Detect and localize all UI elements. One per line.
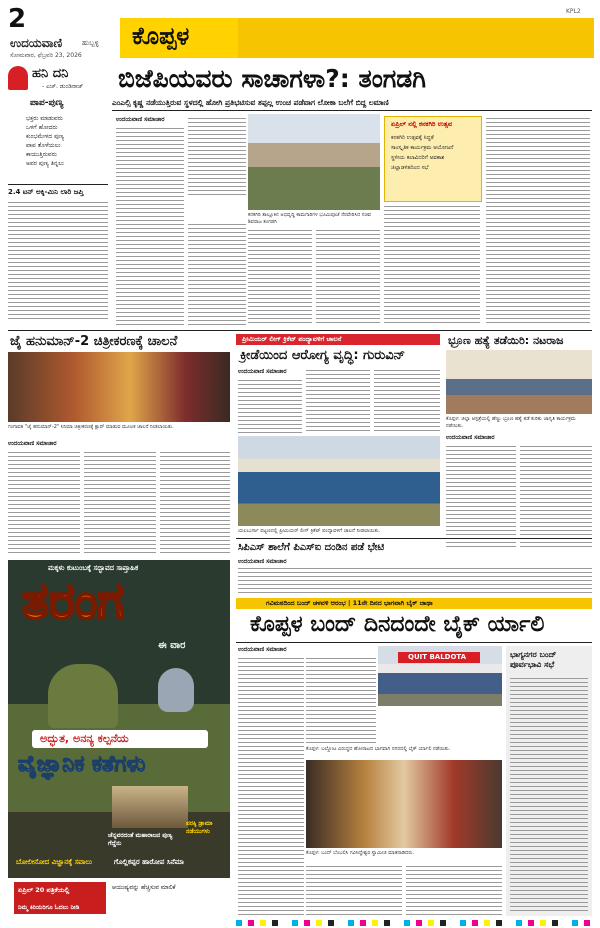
- ad-banner: ಅದ್ಭುತ, ಅನನ್ಯ ಕಲ್ಪನೆಯ: [40, 732, 129, 745]
- ad-footer-right: ಆಯುಷ್ಯವನ್ನು ಹೆಚ್ಚಿಸುವ ಮಾಲಿಕೆ: [112, 884, 176, 891]
- ad-brand-sub: ಈ ವಾರ: [158, 640, 186, 651]
- lead-body-col-3: [248, 228, 312, 326]
- cricket-body-2: [306, 368, 370, 434]
- lead-headline-bar: [112, 64, 592, 94]
- ad-side-text-4: ಪರಕ್ಕಿ ಡ್ರಾಮಾ ನಡೆಯುಗಳು: [186, 820, 213, 835]
- ad-side-text-2: ಬೋಲೀನೋದ ವಿಜ್ಞಾನಕ್ಕೆ ಸವಾಲು: [16, 858, 93, 866]
- print-registration-marks: [236, 920, 592, 926]
- poem-body: [26, 114, 108, 168]
- lead-byline: ಉದಯವಾಣಿ ಸಮಾಚಾರ: [116, 116, 165, 123]
- column-logo-icon: [8, 66, 28, 90]
- poem-line: ಕುಂಭಮೇಳದ ಪುಣ್ಯ: [26, 133, 65, 140]
- poem-line: ಅವರ ಪುಣ್ಯ ತಿನ್ನಲು: [26, 160, 64, 167]
- school-byline: ಉದಯವಾಣಿ ಸಮಾಚಾರ: [238, 558, 287, 565]
- lead-body-col-2b: [188, 222, 246, 326]
- bandh-sidebox-title: ಭಾಗ್ಯನಗರ ಬಂದ್ ಪೂರ್ವಭಾವಿ ಸಭೆ: [510, 650, 557, 669]
- cricket-headline: ಕ್ರೀಡೆಯಿಂದ ಆರೋಗ್ಯ ವೃದ್ಧಿ: ಗುರುವಿನ್: [240, 348, 406, 363]
- edition: ಹುಬ್ಬಳ್ಳಿ: [82, 39, 99, 47]
- poem-line: ಒಳಗೆ ಹೋದರು: [26, 124, 58, 131]
- box-points: [391, 133, 477, 173]
- ad-footer-left: ಏಪ್ರಿಲ್ 20 ಪತ್ರಿಕೆಯಲ್ಲಿ: [18, 886, 70, 894]
- ad-inset-photo: [112, 786, 188, 828]
- cricket-body-1: [238, 378, 302, 434]
- lead-body-col-5: [384, 204, 480, 326]
- poem-title: ಪಾಪ-ಪುಣ್ಯ: [30, 98, 64, 108]
- school-headline: ಸಿಪಿಎಸ್ ಶಾಲೆಗೆ ಪಿಎಸ್ಐ ದಂಡಿನ ಪಡೆ ಭೇಟಿ: [238, 542, 385, 553]
- divider: [236, 538, 592, 539]
- garbha-body-1: [446, 444, 516, 550]
- bandh-body-2: [306, 656, 376, 746]
- divider: [236, 642, 592, 643]
- page-code: KPL2: [566, 8, 581, 15]
- quit-baldota-text: QUIT BALDOTA: [408, 653, 467, 661]
- kanakagiri-box: [384, 116, 482, 202]
- divider: [112, 110, 592, 111]
- lead-body-col-6: [486, 116, 590, 326]
- divider: [8, 184, 108, 185]
- box-point: ಸಾಂಸ್ಕೃತಿಕ ಕಾರ್ಯಕ್ರಮ ಆಯೋಜನೆ: [391, 145, 454, 151]
- alien-figure-icon: [158, 668, 194, 712]
- hani-dani-column: [8, 66, 108, 182]
- bandh-body-1: [238, 656, 304, 916]
- poem-line: ಕಾಯುತ್ತಿರುವರು: [26, 151, 57, 158]
- lead-body-col-1: [116, 126, 184, 326]
- hanuman-headline: ಜೈ ಹನುಮಾನ್-2 ಚಿತ್ರೀಕರಣಕ್ಕೆ ಚಾಲನೆ: [10, 334, 178, 349]
- brief-headline: 2.4 ಟನ್ ಅಕ್ಕಿ-ಮಿನಿ ಲಾರಿ ಜಪ್ತಿ: [8, 188, 84, 196]
- brief-body: [8, 200, 108, 322]
- poem-line: ಭಕ್ತರು ಮಾಡುವರು: [26, 115, 63, 122]
- bandh-byline: ಉದಯವಾಣಿ ಸಮಾಚಾರ: [238, 646, 287, 653]
- bandh-body-4: [406, 864, 502, 916]
- issue-date: ಸೋಮವಾರ, ಫೆಬ್ರವರಿ 23, 2026: [10, 52, 82, 59]
- hanuman-photo: [8, 352, 230, 422]
- bandh-caption-2: ಕೊಪ್ಪಳ: ಬಂದ್ ಬೆಂಬಲಿಸಿ ಗವಿಸಿದ್ದೇಶ್ವರ ಸ್ವಾಮೀಜಿ ಮಾತನಾಡಿದರು.: [306, 850, 415, 856]
- soldier-figure-icon: [48, 664, 118, 728]
- school-body: [238, 566, 592, 594]
- box-point: ಕನಕಗಿರಿ ಉತ್ಸವಕ್ಕೆ ಸಿದ್ಧತೆ: [391, 135, 434, 141]
- garbha-photo: [446, 350, 592, 414]
- lead-photo-caption: ಕನಕಗಿರಿ ತಾಲ್ಲೂಕಿನ ಅಭಿವೃದ್ಧಿ ಕಾಮಗಾರಿಗಳ ಭೂಮಿಪೂಜೆ ನೆರವೇರಿಸಿದ ಸಚಿವ ಶಿವರಾಜ ತಂಗಡಗಿ: [248, 212, 372, 225]
- ad-top-line: ಮಕ್ಕಳು ಕುಟುಂಬಕ್ಕೆ ಸದ್ಭಾವದ ಸಾಪ್ತಾಹಿಕ: [48, 564, 139, 572]
- section-title: ಕೊಪ್ಪಳ: [132, 22, 190, 50]
- bandh-body-3: [306, 864, 402, 916]
- ad-side-text-1: ಚೆನ್ನವರದಂತೆ ಮಹಾರಾಜನ ಪುಣ್ಯ ಗೆದ್ದೆನು: [108, 832, 173, 847]
- lead-body-col-4: [316, 228, 380, 326]
- box-point: ಸ್ಥಳೀಯ ಕಲಾವಿದರಿಗೆ ಅವಕಾಶ: [391, 155, 445, 161]
- poem-line: ಪಾಪ ತೊಳೆಯಲು: [26, 142, 61, 149]
- cricket-kicker: ಪ್ರೀಮಿಯರ್ ಲೀಗ್ ಕ್ರಿಕೆಟ್ ಪಂದ್ಯಾವಳಿಗೆ ಚಾಲನೆ: [242, 335, 342, 343]
- bandh-headline: ಕೊಪ್ಪಳ ಬಂದ್ ದಿನದಂದೇ ಬೈಕ್ ರ್ಯಾಲಿ: [250, 612, 545, 637]
- garbha-body-2: [520, 444, 592, 550]
- box-point: ಜಿಲ್ಲಾಡಳಿತದಿಂದ ಸಭೆ: [391, 165, 429, 171]
- divider: [8, 330, 592, 331]
- column-title: ಹನಿ ದನಿ: [32, 66, 69, 81]
- column-author: - ಎಚ್. ಡುಂಡಿರಾಜ್: [42, 83, 84, 90]
- cricket-byline: ಉದಯವಾಣಿ ಸಮಾಚಾರ: [238, 368, 287, 375]
- lead-subheadline: ಎಂಎಲ್ಸಿ ಕೃಷ್ಣ ನಡೆಯುತ್ತಿರುವ ಸ್ಥಳದಲ್ಲಿ ಹೋಗಿ ಪ್ರತಿಭಟಿಸುವ ತಪ್ಪಲ್ಲ ಉಂಚ ಪಡೆವಾಗ ಲೋಕಾ ಬಲೆಗೆ ಬಿದ್ದ ಲಮಾಣಿ: [112, 98, 389, 107]
- lead-photo: [248, 114, 380, 210]
- garbha-caption: ಕೊಪ್ಪಳ: ಜಿಲ್ಲಾ ಆಸ್ಪತ್ರೆಯಲ್ಲಿ ಹೆಣ್ಣು ಭ್ರೂಣ ಹತ್ಯೆ ತಡೆ ಕುರಿತು ಜಾಗೃತಿ ಕಾರ್ಯಕ್ರಮ ನಡೆಯಿತು.: [446, 416, 576, 429]
- ad-footer-bottom: ನಿಮ್ಮ ಕಿರಿಯರಿಗೂ ಓದಲು ನೀಡಿ: [18, 904, 80, 911]
- masthead: [8, 4, 592, 59]
- box-title: ಏಪ್ರಿಲ್ ನಲ್ಲಿ ಕನಕಗಿರಿ ಉತ್ಸವ: [391, 120, 452, 128]
- paper-name: ಉದಯವಾಣಿ: [10, 36, 63, 50]
- cricket-caption: ಯಲಬುರ್ಗಾ ಪಟ್ಟಣದಲ್ಲಿ ಪ್ರೀಮಿಯರ್ ಲೀಗ್ ಕ್ರಿಕೆಟ್ ಪಂದ್ಯಾವಳಿಗೆ ಚಾಲನೆ ನೀಡಲಾಯಿತು.: [238, 528, 381, 534]
- hanuman-byline: ಉದಯವಾಣಿ ಸಮಾಚಾರ: [8, 440, 57, 447]
- bandh-caption-1: ಕೊಪ್ಪಳ: ಬಲ್ದೋಟ ವಿರುದ್ಧದ ಹೋರಾಟದ ಭಾಗವಾಗಿ ನಗರದಲ್ಲಿ ಬೈಕ್ ರ್ಯಾಲಿ ನಡೆಯಿತು.: [306, 746, 451, 752]
- ad-big-text: ವೈಜ್ಞಾನಿಕ ಕತೆಗಳು: [18, 752, 146, 777]
- hanuman-body-3: [160, 450, 230, 556]
- cricket-body-3: [374, 368, 440, 434]
- hanuman-caption: ಗಂಗಾವತಿ "ಜೈ ಹನುಮಾನ್-2" ಸಿನಿಮಾ ಚಿತ್ರೀಕರಣಕ್ಕೆ ಕ್ಲಾಪ್ ಮಾಡುವ ಮೂಲಕ ಚಾಲನೆ ನೀಡಲಾಯಿತು.: [8, 424, 174, 430]
- taranga-ad: [8, 560, 230, 920]
- garbha-headline: ಭ್ರೂಣ ಹತ್ಯೆ ತಡೆಯಿರಿ: ನಟರಾಜ: [448, 334, 564, 347]
- bandh-kicker: ಗವಿಮಠದಿಂದ ಬಂದ್ ಚಳವಳಿ ಆರಂಭ | 11ನೇ ದಿನದ ಭಾಗವಾಗಿ ಬೈಕ್ ಜಾಥಾ: [266, 599, 433, 607]
- bandh-photo-2: [306, 760, 502, 848]
- cricket-photo: [238, 436, 440, 526]
- ad-side-text-3: ಗೊಲ್ಲಿಕಪ್ಪರ ಹಾರೋಪ ಸಿನೆಮಾ: [114, 858, 184, 866]
- ad-brand: ತರಂಗ: [22, 572, 125, 630]
- lead-headline: ಬಿಜೆಪಿಯವರು ಸಾಚಾಗಳಾ?: ತಂಗಡಗಿ: [118, 64, 426, 93]
- bandh-sidebox-body: [510, 676, 588, 912]
- page-number: 2: [8, 4, 27, 34]
- hanuman-body-2: [84, 450, 156, 556]
- hanuman-body-1: [8, 450, 80, 556]
- lead-body-col-2: [188, 116, 246, 198]
- garbha-byline: ಉದಯವಾಣಿ ಸಮಾಚಾರ: [446, 434, 495, 441]
